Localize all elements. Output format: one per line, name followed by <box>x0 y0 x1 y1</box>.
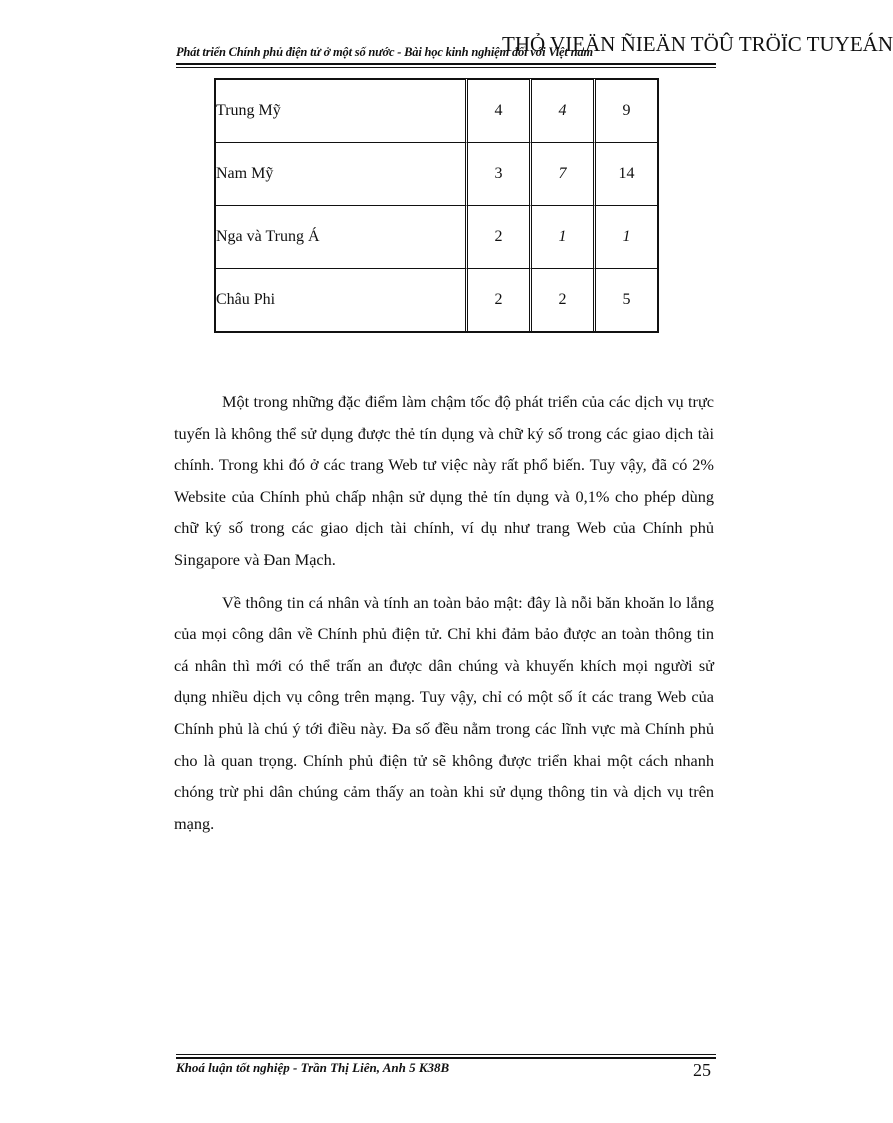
watermark-text: THỎ VIEÄN ÑIEÄN TÖÛ TRÖÏC TUYEÁN <box>502 32 893 56</box>
statistics-table <box>214 78 659 333</box>
value-cell: 7 <box>532 143 596 206</box>
value-cell: 14 <box>596 143 659 206</box>
value-cell: 2 <box>468 269 532 331</box>
region-cell: Nam Mỹ <box>216 143 468 206</box>
table-row <box>216 206 659 269</box>
value-cell: 1 <box>532 206 596 269</box>
paragraph: Về thông tin cá nhân và tính an toàn bảo mật: đây là nỗi băn khoăn lo lắng của mọi công dân về Chính phủ điện tử. Chỉ khi đảm bảo được an toàn thông tin cá nhân thì mới có thể trấn an được dân chúng và khuyến khích mọi người sử dụng nhiều dịch vụ công trên mạng. Tuy vậy, chỉ có một số ít các trang Web của Chính phủ là chú ý tới điều này. Đa số đều nằm trong các lĩnh vực mà Chính phủ cho là quan trọng. Chính phủ điện tử sẽ không được triển khai một cách nhanh chóng trừ phi dân chúng cảm thấy an toàn khi sử dụng thông tin và dịch vụ trên mạng. <box>174 592 714 833</box>
header-rule <box>176 63 716 65</box>
paragraph: Một trong những đặc điểm làm chậm tốc độ phát triển của các dịch vụ trực tuyến là không thể sử dụng được thẻ tín dụng và chữ ký số trong các giao dịch tài chính. Trong khi đó ở các trang Web tư việc này rất phổ biến. Tuy vậy, đã có 2% Website của Chính phủ chấp nhận sử dụng thẻ tín dụng và 0,1% cho phép dùng chữ ký số trong các giao dịch tài chính, ví dụ như trang Web của Chính phủ Singapore và Đan Mạch. <box>174 392 714 569</box>
value-cell: 4 <box>468 78 532 143</box>
footer-rule-thin <box>176 1054 716 1055</box>
value-cell: 2 <box>532 269 596 331</box>
footer-title: Khoá luận tốt nghiệp - Trần Thị Liên, Anh 5 K38B <box>176 1060 450 1075</box>
value-cell: 2 <box>468 206 532 269</box>
value-cell: 1 <box>596 206 659 269</box>
header-title: Phát triển Chính phủ điện tử ở một số nước - Bài học kinh nghiệm đối với Việt nam <box>176 45 593 59</box>
region-cell: Trung Mỹ <box>216 78 468 143</box>
header-rule-thin <box>176 67 716 68</box>
table-row <box>216 269 659 331</box>
table-row <box>216 78 659 143</box>
value-cell: 4 <box>532 78 596 143</box>
region-cell: Nga và Trung Á <box>216 206 468 269</box>
page-number: 25 <box>693 1060 711 1080</box>
value-cell: 9 <box>596 78 659 143</box>
value-cell: 5 <box>596 269 659 331</box>
region-cell: Châu Phi <box>216 269 468 331</box>
value-cell: 3 <box>468 143 532 206</box>
footer-rule <box>176 1057 716 1059</box>
body-text <box>174 386 714 850</box>
table-row <box>216 143 659 206</box>
